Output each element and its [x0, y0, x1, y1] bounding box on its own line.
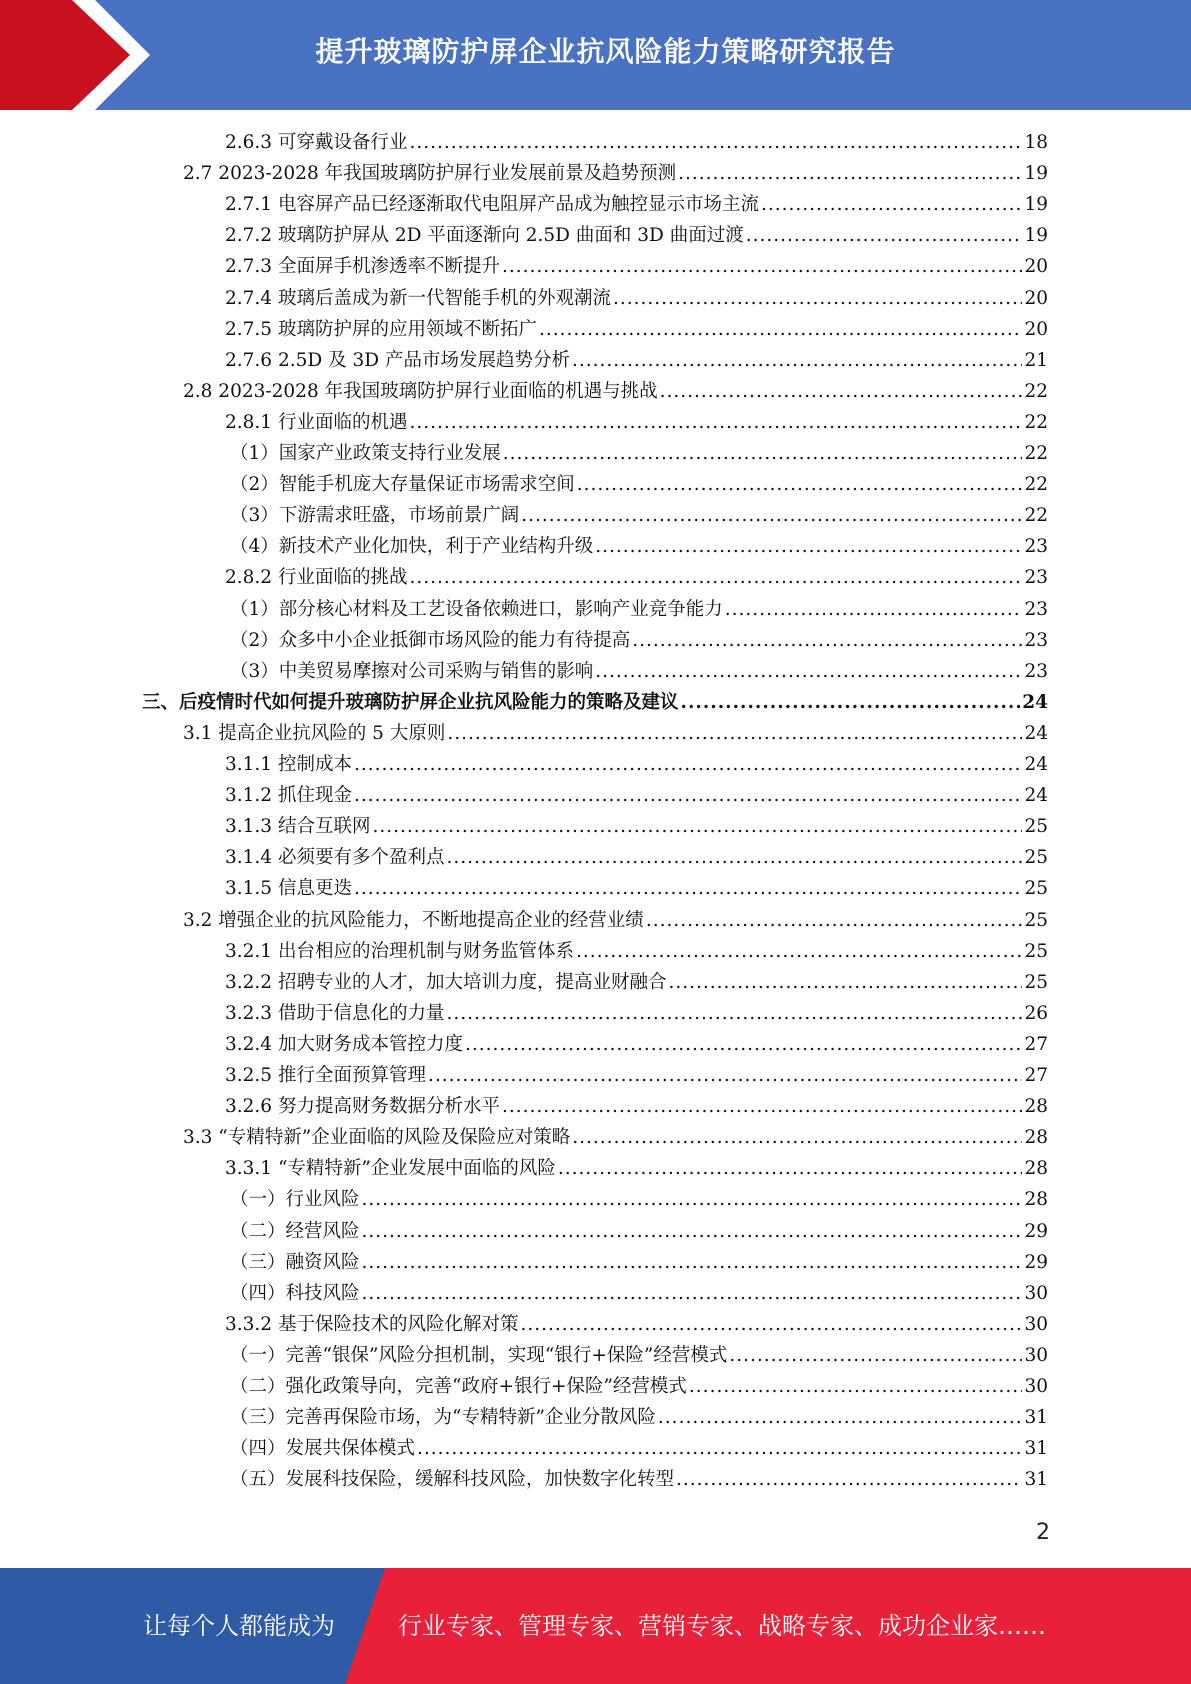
- toc-entry-page: 25: [1024, 847, 1048, 869]
- toc-entry[interactable]: [225, 220, 1048, 251]
- toc-entry-title: 3.1.2 抓住现金: [225, 785, 352, 807]
- toc-entry-page: 23: [1024, 536, 1048, 558]
- toc-entry-title: 3.2.5 推行全面预算管理: [225, 1065, 426, 1086]
- toc-entry-page: 20: [1024, 318, 1048, 340]
- toc-entry-page: 25: [1024, 940, 1048, 962]
- toc-entry[interactable]: [225, 1029, 1048, 1060]
- toc-entry-page: 23: [1024, 660, 1048, 682]
- toc-entry[interactable]: [225, 1091, 1048, 1122]
- toc-entry-page: 19: [1024, 225, 1048, 247]
- toc-entry-page: 18: [1024, 132, 1048, 153]
- toc-dot-leader: [362, 1216, 1023, 1247]
- toc-dot-leader: [746, 220, 1023, 251]
- toc-dot-leader: [572, 1122, 1022, 1153]
- toc-dot-leader: [502, 1091, 1022, 1122]
- toc-entry-title: 2.7.4 玻璃后盖成为新一代智能手机的外观潮流: [225, 287, 611, 309]
- toc-dot-leader: [362, 1184, 1023, 1215]
- toc-entry-title: 3.3 “专精特新”企业面临的风险及保险应对策略: [183, 1127, 571, 1149]
- toc-entry-page: 24: [1024, 722, 1048, 744]
- toc-dot-leader: [658, 1402, 1023, 1433]
- toc-entry-page: 31: [1024, 1469, 1048, 1491]
- toc-entry[interactable]: [225, 811, 1048, 842]
- toc-dot-leader: [409, 562, 1022, 593]
- toc-entry-title: 3.2.4 加大财务成本管控力度: [225, 1033, 463, 1055]
- toc-entry-page: 26: [1024, 1002, 1048, 1024]
- toc-entry[interactable]: [225, 407, 1048, 438]
- toc-entry-page: 27: [1024, 1065, 1048, 1086]
- toc-entry-title: （三）融资风险: [230, 1251, 360, 1273]
- toc-entry-title: 2.8.1 行业面临的机遇: [225, 411, 408, 433]
- toc-entry-title: 2.7.3 全面屏手机渗透率不断提升: [225, 256, 500, 278]
- toc-entry-page: 20: [1024, 256, 1048, 278]
- toc-entry-title: （1）部分核心材料及工艺设备依赖进口，影响产业竞争能力: [230, 598, 723, 620]
- toc-entry-page: 28: [1024, 1189, 1048, 1211]
- toc-dot-leader: [595, 656, 1022, 687]
- toc-dot-leader: [576, 936, 1022, 967]
- toc-entry[interactable]: [225, 842, 1048, 873]
- toc-entry-title: 3.2.6 努力提高财务数据分析水平: [225, 1096, 500, 1118]
- toc-entry-page: 29: [1024, 1251, 1048, 1273]
- toc-entry-page: 27: [1024, 1033, 1048, 1055]
- toc-dot-leader: [676, 1464, 1022, 1495]
- toc-entry-page: 20: [1024, 287, 1048, 309]
- toc-dot-leader: [725, 594, 1023, 625]
- toc-entry[interactable]: [183, 718, 1048, 749]
- toc-entry-title: （3）中美贸易摩擦对公司采购与销售的影响: [230, 660, 594, 682]
- toc-dot-leader: [646, 905, 1023, 936]
- toc-entry-page: 29: [1024, 1220, 1048, 1242]
- toc-entry[interactable]: [183, 376, 1048, 407]
- toc-dot-leader: [632, 625, 1022, 656]
- toc-entry[interactable]: [225, 283, 1048, 314]
- toc-entry[interactable]: [230, 1340, 1048, 1371]
- toc-entry-title: 2.7.5 玻璃防护屏的应用领域不断拓广: [225, 318, 537, 340]
- toc-dot-leader: [362, 1278, 1023, 1309]
- toc-entry[interactable]: [230, 625, 1048, 656]
- toc-entry-page: 25: [1024, 816, 1048, 838]
- toc-entry[interactable]: [183, 1122, 1048, 1153]
- toc-dot-leader: [446, 842, 1022, 873]
- toc-entry-page: 21: [1024, 349, 1048, 371]
- toc-dot-leader: [520, 1309, 1022, 1340]
- toc-entry-page: 30: [1024, 1282, 1048, 1304]
- toc-entry[interactable]: [230, 1216, 1048, 1247]
- toc-entry-page: 28: [1024, 1096, 1048, 1118]
- toc-entry[interactable]: [183, 905, 1048, 936]
- toc-entry-title: 2.7.6 2.5D 及 3D 产品市场发展趋势分析: [225, 349, 570, 371]
- toc-dot-leader: [577, 469, 1023, 500]
- toc-entry[interactable]: [225, 314, 1048, 345]
- toc-entry-page: 23: [1024, 629, 1048, 651]
- toc-entry-title: 2.7 2023-2028 年我国玻璃防护屏行业发展前景及趋势预测: [183, 163, 677, 185]
- toc-entry-title: 3.1.4 必须要有多个盈利点: [225, 847, 445, 869]
- toc-dot-leader: [446, 998, 1022, 1029]
- toc-entry-page: 25: [1024, 971, 1048, 993]
- toc-dot-leader: [761, 189, 1022, 220]
- toc-dot-leader: [409, 407, 1022, 438]
- toc-entry[interactable]: [230, 1402, 1048, 1433]
- toc-entry-title: 2.7.2 玻璃防护屏从 2D 平面逐渐向 2.5D 曲面和 3D 曲面过渡: [225, 225, 744, 247]
- toc-entry-page: 30: [1024, 1313, 1048, 1335]
- toc-entry[interactable]: [230, 1433, 1048, 1464]
- toc-entry[interactable]: [225, 562, 1048, 593]
- toc-entry-title: 3.2.3 借助于信息化的力量: [225, 1002, 445, 1024]
- toc-entry-title: 3.1.5 信息更迭: [225, 878, 352, 900]
- toc-entry-title: （一）完善“银保”风险分担机制，实现“银行+保险”经营模式: [230, 1344, 728, 1366]
- toc-entry[interactable]: [225, 967, 1048, 998]
- toc-entry-page: 24: [1022, 691, 1048, 713]
- toc-entry-page: 28: [1024, 1158, 1048, 1180]
- toc-dot-leader: [362, 1247, 1023, 1278]
- toc-entry-title: 3.2.1 出台相应的治理机制与财务监管体系: [225, 940, 574, 962]
- toc-entry-page: 22: [1024, 380, 1048, 402]
- toc-dot-leader: [521, 500, 1022, 531]
- toc-entry-title: （1）国家产业政策支持行业发展: [230, 443, 501, 464]
- toc-entry[interactable]: [225, 189, 1048, 220]
- footer-slogan-left: 让每个人都能成为: [143, 1612, 335, 1640]
- toc-dot-leader: [660, 376, 1023, 407]
- toc-entry-title: 3.3.1 “专精特新”企业发展中面临的风险: [225, 1158, 556, 1180]
- toc-entry-page: 22: [1024, 443, 1048, 464]
- toc-dot-leader: [372, 811, 1022, 842]
- toc-dot-leader: [354, 749, 1023, 780]
- toc-entry-title: （2）众多中小企业抵御市场风险的能力有待提高: [230, 629, 631, 651]
- toc-entry-page: 28: [1024, 1127, 1048, 1149]
- toc-dot-leader: [689, 1371, 1023, 1402]
- toc-entry[interactable]: [225, 780, 1048, 811]
- toc-entry-title: 3.1.1 控制成本: [225, 754, 352, 775]
- toc-dot-leader: [447, 718, 1022, 749]
- toc-dot-leader: [572, 345, 1023, 376]
- toc-dot-leader: [595, 531, 1022, 562]
- toc-entry[interactable]: [225, 936, 1048, 967]
- toc-entry[interactable]: [225, 1060, 1048, 1091]
- toc-entry[interactable]: [230, 1247, 1048, 1278]
- toc-entry-title: （一）行业风险: [230, 1189, 360, 1211]
- toc-entry-title: 2.8 2023-2028 年我国玻璃防护屏行业面临的机遇与挑战: [183, 380, 658, 402]
- toc-entry[interactable]: [230, 469, 1048, 500]
- toc-entry[interactable]: [225, 251, 1048, 282]
- toc-dot-leader: [502, 251, 1022, 282]
- toc-dot-leader: [354, 780, 1023, 811]
- toc-entry-page: 22: [1024, 505, 1048, 527]
- toc-entry-title: （四）科技风险: [230, 1282, 360, 1304]
- toc-dot-leader: [729, 1340, 1022, 1371]
- toc-entry-page: 25: [1024, 878, 1048, 900]
- toc-dot-leader: [354, 873, 1023, 904]
- page-footer: [0, 1568, 1191, 1684]
- toc-dot-leader: [539, 314, 1022, 345]
- toc-entry-page: 22: [1024, 411, 1048, 433]
- toc-entry[interactable]: [225, 1309, 1048, 1340]
- toc-entry[interactable]: [225, 749, 1048, 780]
- toc-entry[interactable]: [225, 1153, 1048, 1184]
- toc-entry[interactable]: [230, 1464, 1048, 1495]
- toc-entry-title: （五）发展科技保险，缓解科技风险，加快数字化转型: [230, 1469, 675, 1491]
- toc-dot-leader: [409, 127, 1022, 158]
- toc-entry-page: 23: [1024, 567, 1048, 589]
- page-number: 2: [1036, 1520, 1050, 1545]
- toc-entry-title: （3）下游需求旺盛，市场前景广阔: [230, 505, 520, 527]
- toc-entry-title: 三、后疫情时代如何提升玻璃防护屏企业抗风险能力的策略及建议: [142, 691, 679, 713]
- toc-entry-title: （三）完善再保险市场，为“专精特新”企业分散风险: [230, 1407, 656, 1429]
- toc-dot-leader: [428, 1060, 1022, 1091]
- toc-entry-title: （二）经营风险: [230, 1220, 360, 1242]
- toc-entry-page: 19: [1024, 194, 1048, 216]
- toc-entry-title: （二）强化政策导向，完善“政府+银行+保险”经营模式: [230, 1376, 687, 1397]
- toc-entry-title: 3.2 增强企业的抗风险能力，不断地提高企业的经营业绩: [183, 909, 644, 931]
- toc-entry-page: 30: [1024, 1376, 1048, 1397]
- toc-dot-leader: [613, 283, 1022, 314]
- toc-entry-page: 31: [1024, 1438, 1048, 1460]
- toc-dot-leader: [668, 967, 1022, 998]
- toc-entry[interactable]: [230, 656, 1048, 687]
- toc-entry-title: （2）智能手机庞大存量保证市场需求空间: [230, 474, 575, 496]
- toc-entry-page: 25: [1024, 909, 1048, 931]
- toc-entry-page: 19: [1024, 163, 1048, 185]
- toc-dot-leader: [678, 158, 1022, 189]
- toc-dot-leader: [417, 1433, 1022, 1464]
- toc-entry-title: （四）发展共保体模式: [230, 1438, 416, 1460]
- toc-entry-page: 31: [1024, 1407, 1048, 1429]
- toc-entry[interactable]: [230, 1371, 1048, 1402]
- page-header: [0, 0, 1191, 110]
- toc-entry-title: 3.1 提高企业抗风险的 5 大原则: [183, 722, 446, 744]
- toc-entry-title: 2.6.3 可穿戴设备行业: [225, 132, 408, 153]
- toc-entry-page: 22: [1024, 474, 1048, 496]
- toc-entry-title: 3.2.2 招聘专业的人才，加大培训力度，提高业财融合: [225, 971, 667, 993]
- toc-entry[interactable]: [142, 687, 1048, 718]
- toc-entry[interactable]: [230, 594, 1048, 625]
- toc-entry[interactable]: [230, 1278, 1048, 1309]
- toc-dot-leader: [503, 438, 1023, 469]
- footer-slogan-right: 行业专家、管理专家、营销专家、战略专家、成功企业家……: [398, 1612, 1046, 1640]
- toc-entry[interactable]: [230, 1184, 1048, 1215]
- toc-entry-page: 30: [1024, 1344, 1048, 1366]
- toc-entry[interactable]: [230, 500, 1048, 531]
- toc-dot-leader: [465, 1029, 1022, 1060]
- toc-dot-leader: [681, 687, 1021, 718]
- toc-entry-page: 24: [1024, 785, 1048, 807]
- report-title: 提升玻璃防护屏企业抗风险能力策略研究报告: [315, 35, 896, 68]
- toc-entry-page: 24: [1024, 754, 1048, 775]
- toc-entry-title: 3.1.3 结合互联网: [225, 816, 371, 838]
- toc-entry[interactable]: [225, 998, 1048, 1029]
- toc-entry[interactable]: [225, 127, 1048, 158]
- toc-entry-title: （4）新技术产业化加快，利于产业结构升级: [230, 536, 594, 558]
- toc-entry[interactable]: [225, 873, 1048, 904]
- toc-entry-title: 2.7.1 电容屏产品已经逐渐取代电阻屏产品成为触控显示市场主流: [225, 194, 759, 216]
- toc-entry-title: 3.3.2 基于保险技术的风险化解对策: [225, 1313, 519, 1335]
- toc-entry-page: 23: [1024, 598, 1048, 620]
- toc-entry[interactable]: [225, 345, 1048, 376]
- toc-entry[interactable]: [183, 158, 1048, 189]
- toc-entry-title: 2.8.2 行业面临的挑战: [225, 567, 408, 589]
- toc-entry[interactable]: [230, 531, 1048, 562]
- toc-entry[interactable]: [230, 438, 1048, 469]
- toc-dot-leader: [558, 1153, 1023, 1184]
